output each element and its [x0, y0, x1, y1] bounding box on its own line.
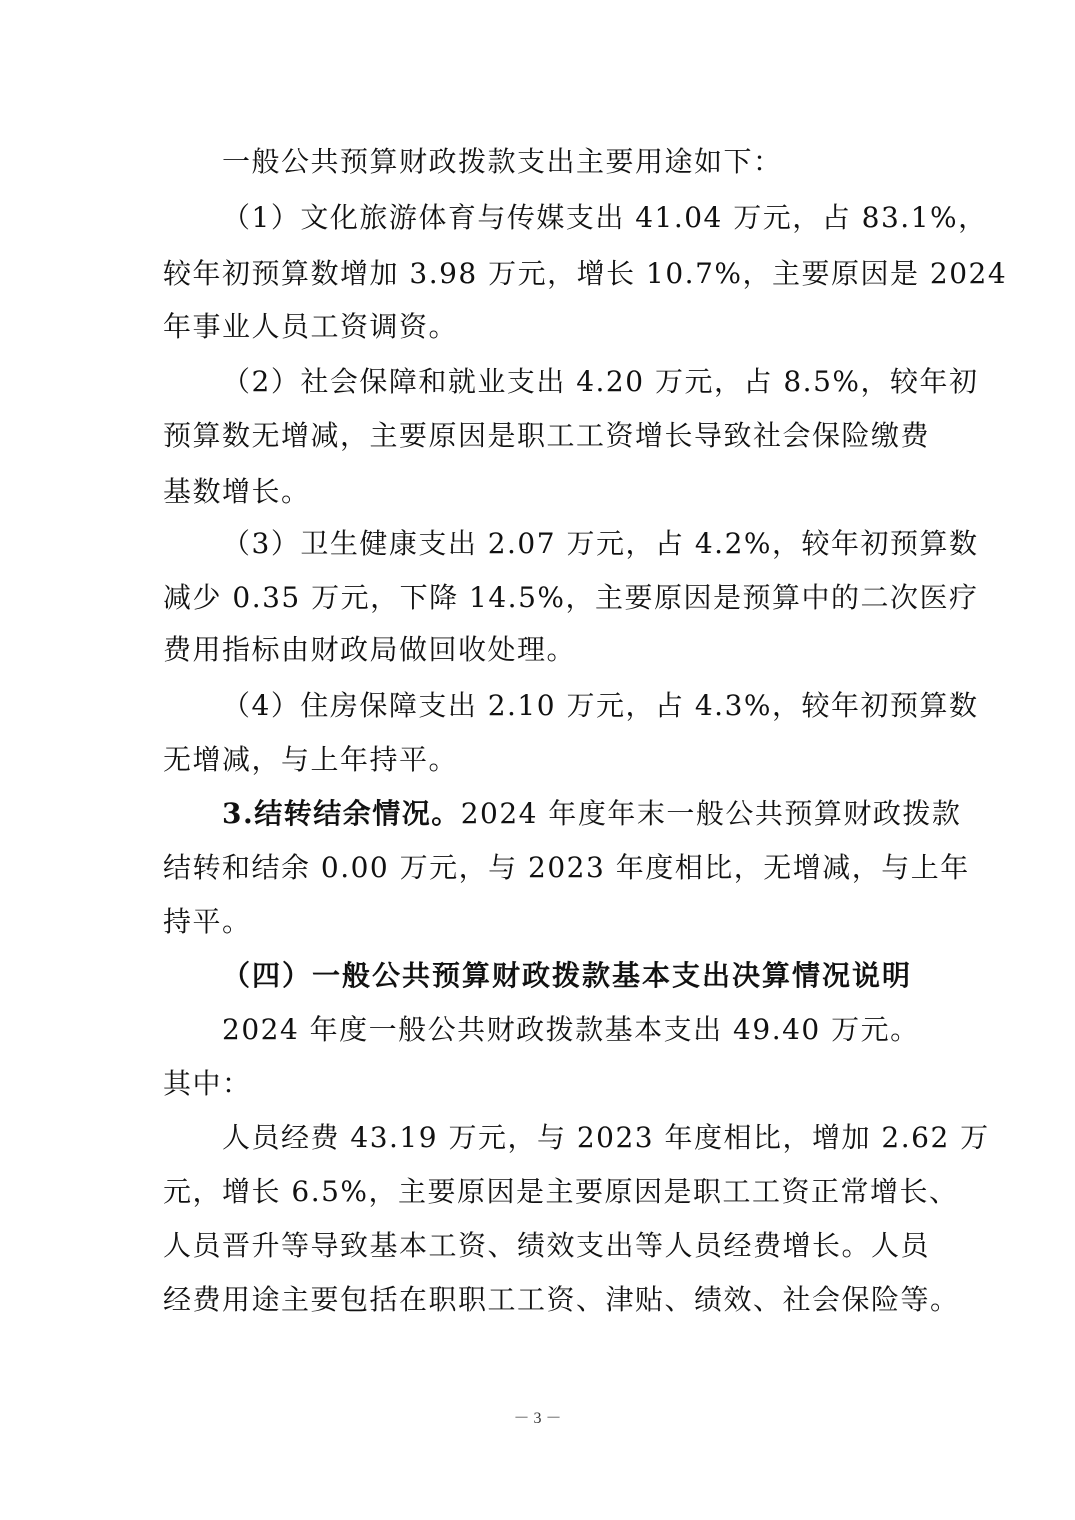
paragraph-carryover-line-2: 结转和结余 0.00 万元，与 2023 年度相比，无增减，与上年 — [163, 851, 970, 884]
paragraph-carryover-line-3: 持平。 — [163, 905, 252, 938]
paragraph-item-2-line-3: 基数增长。 — [163, 475, 311, 508]
paragraph-personnel-line-2: 元，增长 6.5%，主要原因是主要原因是职工工资正常增长、 — [163, 1175, 959, 1208]
section-heading: （四）一般公共预算财政拨款基本支出决算情况说明 — [222, 959, 913, 992]
paragraph-basic-line-2: 其中： — [163, 1067, 252, 1100]
carryover-text: 2024 年度年末一般公共预算财政拨款 — [460, 797, 962, 830]
carryover-subheading: 3.结转结余情况。 — [222, 797, 461, 830]
paragraph-item-4-line-1: （4）住房保障支出 2.10 万元，占 4.3%，较年初预算数 — [222, 689, 979, 722]
paragraph-personnel-line-3: 人员晋升等导致基本工资、绩效支出等人员经费增长。人员 — [163, 1229, 931, 1262]
paragraph-carryover-line-1 — [222, 794, 962, 834]
paragraph-item-2-line-2: 预算数无增减，主要原因是职工工资增长导致社会保险缴费 — [163, 419, 931, 452]
paragraph-item-1-line-1: （1）文化旅游体育与传媒支出 41.04 万元，占 83.1%， — [222, 201, 988, 234]
paragraph-item-4-line-2: 无增减，与上年持平。 — [163, 743, 459, 776]
paragraph-item-1-line-3: 年事业人员工资调资。 — [163, 310, 459, 343]
paragraph-item-1-line-2: 较年初预算数增加 3.98 万元，增长 10.7%，主要原因是 2024 — [163, 257, 1008, 290]
page-number: － 3 － — [513, 1410, 562, 1427]
paragraph-basic-line-1: 2024 年度一般公共财政拨款基本支出 49.40 万元。 — [222, 1013, 920, 1046]
paragraph-personnel-line-1: 人员经费 43.19 万元，与 2023 年度相比，增加 2.62 万 — [222, 1121, 990, 1154]
paragraph-item-3-line-2: 减少 0.35 万元，下降 14.5%，主要原因是预算中的二次医疗 — [163, 581, 979, 614]
paragraph-intro: 一般公共预算财政拨款支出主要用途如下： — [222, 145, 783, 178]
paragraph-item-2-line-1: （2）社会保障和就业支出 4.20 万元，占 8.5%，较年初 — [222, 365, 979, 398]
paragraph-personnel-line-4: 经费用途主要包括在职职工工资、津贴、绩效、社会保险等。 — [163, 1283, 960, 1316]
paragraph-item-3-line-3: 费用指标由财政局做回收处理。 — [163, 633, 577, 666]
paragraph-item-3-line-1: （3）卫生健康支出 2.07 万元，占 4.2%，较年初预算数 — [222, 527, 979, 560]
